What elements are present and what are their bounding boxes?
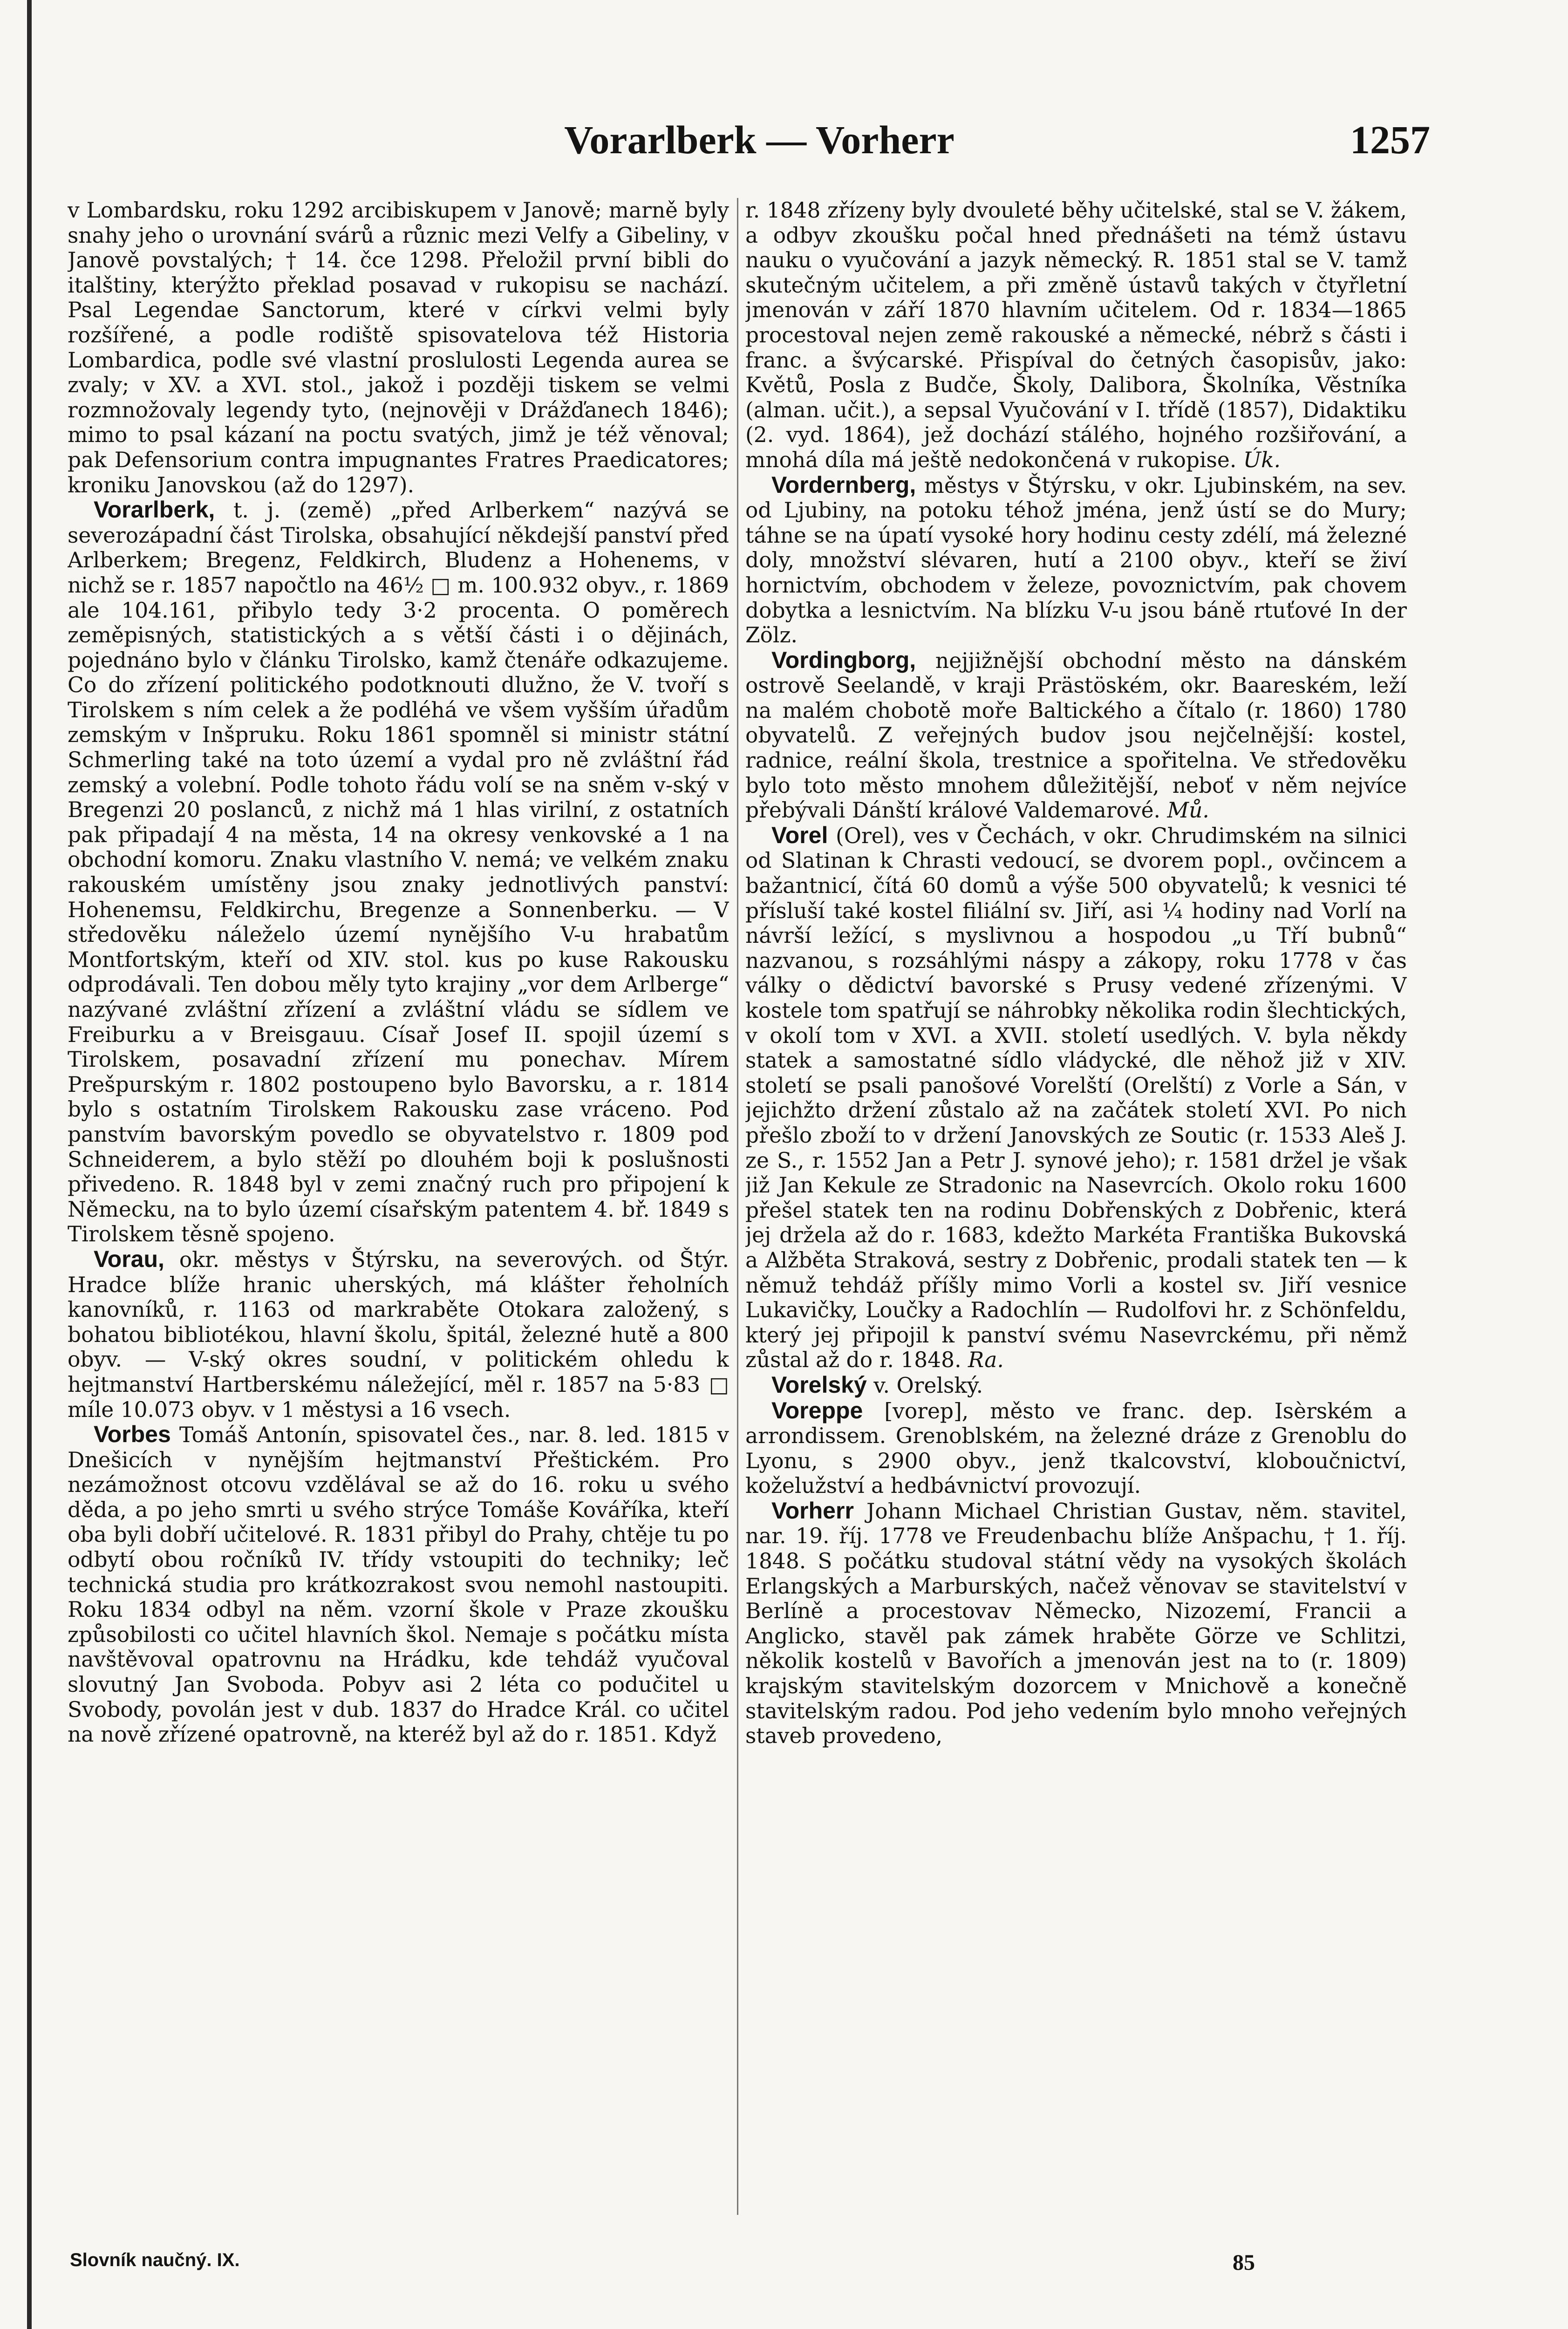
footer-volume: Slovník naučný. IX. <box>70 2250 240 2270</box>
entry-headword: Vordingborg, <box>771 647 916 673</box>
page-footer <box>0 2250 1568 2287</box>
entry-headword: Vorau, <box>94 1246 164 1272</box>
entry-text: Tomáš Antonín, spisovatel čes., nar. 8. led. 1815 v Dnešicích v nynějším hejtmanství Přeštickém. Pro nezámožnost otcovu vzdělával se až do 16. roku u svého děda, a po jeho smrti u svého strýce Tomáše Kováříka, kteří oba byli dobří učitelové. R. 1831 přibyl do Prahy, chtěje tu po odbytí obou ročníků IV. třídy vstoupiti do techniky; leč technická studia pro krátkozrakost svou nemohl nastoupiti. Roku 1834 odbyl na něm. vzorní škole v Praze zkoušku způsobilosti co učitel hlavních škol. Nemaje s počátku místa navštěvoval opatrovnu na Hrádku, kde tehdáž vyučoval slovutný Jan Svoboda. Pobyv asi 2 léta co podučitel u Svobody, povolán jest v dub. 1837 do Hradce Král. co učitel na nově zřízené opatrovně, na kteréž byl až do r. 1851. Když <box>68 1423 729 1747</box>
dictionary-entry <box>745 1498 1407 1749</box>
entry-headword: Vordernberg, <box>771 471 916 498</box>
dictionary-entry <box>745 1373 1407 1398</box>
entry-text: [vorep], město ve franc. dep. Isèrském a arrondissem. Grenoblském, na železné dráze z Grenoblu do Lyonu, s 2900 obyv., jenž tkalcovství, kloboučnictví, koželužství a hedbávnictví provozují. <box>745 1398 1407 1498</box>
entry-text: t. j. (země) „před Arlberkem“ nazývá se severozápadní část Tirolska, obsahující někdejší panství před Arlberkem; Bregenz, Feldkirch, Bludenz a Hohenems, v nichž se r. 1857 napočtlo na 46½ □ m. 100.932 obyv., r. 1869 ale 104.161, přibylo tedy 3·2 procenta. O poměrech zeměpisných, statistických a s větší části i o dějinách, pojednáno bylo v článku Tirolsko, kamž čtenáře odkazujeme. Co do zřízení politického podotknouti dlužno, že V. tvoří s Tirolskem s ním celek a že podléhá ve všem vyšším úřadům zemským v Inšpruku. Roku 1861 spomněl si ministr státní Schmerling také na toto území a vydal pro ně zvláštní řád zemský a volební. Podle tohoto řádu volí se na sněm v-ský v Bregenzi 20 poslanců, z nichž má 1 hlas virilní, z ostatních pak připadají 4 na města, 14 na okresy venkovské a 1 na obchodní komoru. Znaku vlastního V. nemá; ve velkém znaku rakouském umístěny jsou znaky jednotlivých panství: Hohenemsu, Feldkirchu, Bregenze a Sonnenberku. — V středověku náleželo území nynějšího V-u hrabatům Montfortským, kteří od XIV. stol. kus po kuse Rakousku odprodávali. Ten dobou měly tyto krajiny „vor dem Arlberge“ nazývané zvláštní zřízení a zvláštní vládu se sídlem ve Freiburku a v Breisgauu. Císař Josef II. spojil území s Tirolskem, posavadní zřízení mu ponechav. Mírem Prešpurským r. 1802 postoupeno bylo Bavorsku, a r. 1814 bylo s ostatním Tirolskem Rakousku zase vráceno. Pod panstvím bavorským povedlo se obyvatelstvo r. 1809 pod Schneiderem, a bylo stěží po dlouhém boji k poslušnosti přivedeno. R. 1848 byl v zemi značný ruch pro připojení k Německu, na to bylo území císařským patentem 4. bř. 1849 s Tirolskem těsně spojeno. <box>68 498 729 1247</box>
scan-edge-left <box>27 0 32 2329</box>
entry-text: Johann Michael Christian Gustav, něm. stavitel, nar. 19. říj. 1778 ve Freudenbachu blíže Anšpachu, † 1. říj. 1848. S počátku studoval státní vědy na vysokých školách Erlangských a Marburských, načež věnovav se stavitelství v Berlíně a procestovav Německo, Nizozemí, Francii a Anglicko, stavěl pak zámek hraběte Görze ve Schlitzi, několik kostelů v Bavořích a jmenován jest na to (r. 1809) krajským stavitelským dozorcem v Mnichově a konečně stavitelským radou. Pod jeho vedením bylo mnoho veřejných staveb provedeno, <box>745 1498 1407 1749</box>
author-signature: Ra. <box>968 1348 1004 1373</box>
continued-text <box>68 198 729 497</box>
left-column <box>68 198 729 2215</box>
dictionary-entry <box>745 648 1407 823</box>
dictionary-entry <box>745 1398 1407 1498</box>
entry-text: nejjižnější obchodní město na dánském ostrově Seelandě, v kraji Prästöském, okr. Baareském, leží na malém chobotě moře Baltického a čítalo (r. 1860) 1780 obyvatelů. Z veřejných budov jsou nejčelnější: kostel, radnice, reální škola, trestnice a spořitelna. Ve středověku bylo toto město mnohem důležitější, neboť v něm nejvíce přebývali Dánští králové Valdemarové. <box>745 648 1407 823</box>
entry-headword: Vorarlberk, <box>94 497 215 523</box>
dictionary-entry <box>68 1247 729 1422</box>
page-header <box>0 116 1568 172</box>
running-head: Vorarlberk — Vorherr <box>564 117 954 162</box>
entry-text: okr. městys v Štýrsku, na severových. od Štýr. Hradce blíže hranic uherských, má klášter řeholních kanovníků, r. 1163 od markraběte Otokara založený, s bohatou bibliotékou, hlavní školu, špitál, železné hutě a 800 obyv. — V-ský okres soudní, v politickém ohledu k hejtmanství Hartberskému náležející, měl r. 1857 na 5·83 □ míle 10.073 obyv. v 1 městysi a 16 vsech. <box>68 1247 729 1422</box>
entry-headword: Vorelský <box>771 1371 867 1398</box>
entry-headword: Vorel <box>771 822 828 848</box>
author-signature: Úk. <box>1243 447 1281 472</box>
continued-text <box>745 198 1407 473</box>
dictionary-entry <box>745 473 1407 648</box>
entry-text: v. Orelský. <box>873 1373 983 1398</box>
entry-headword: Vorbes <box>94 1421 171 1448</box>
entry-text: městys v Štýrsku, v okr. Ljubinském, na sev. od Ljubiny, na potoku téhož jména, jenž ústí se do Mury; táhne se na úpatí vysoké hory hodinu cesty zdélí, má železné doly, množství slévaren, hutí a 2100 obyv., kteří se živí hornictvím, obchodem v železe, povoznictvím, pak chovem dobytka a lesnictvím. Na blízku V-u jsou báně rtuťové In der Zölz. <box>745 473 1407 648</box>
dictionary-entry <box>68 497 729 1247</box>
right-column <box>745 198 1407 2215</box>
entry-headword: Voreppe <box>771 1397 863 1423</box>
dictionary-entry <box>68 1422 729 1747</box>
dictionary-entry <box>745 823 1407 1373</box>
page-number: 1257 <box>1350 117 1430 162</box>
entry-text: v Lombardsku, roku 1292 arcibiskupem v Janově; marně byly snahy jeho o urovnání svárů a různic mezi Velfy a Gibeliny, v Janově povstalých; † 14. čce 1298. Přeložil první bibli do italštiny, kterýžto překlad posavad v rukopisu se nachází. Psal Legendae Sanctorum, které v církvi velmi byly rozšířené, a podle rodiště spisovatelova též Historia Lombardica, podle své vlastní proslulosti Legenda aurea se zvaly; v XV. a XVI. stol., jakož i později tiskem se velmi rozmnožovaly legendy tyto, (nejnověji v Drážďanech 1846); mimo to psal kázaní na poctu svatých, jimž je též věnoval; pak Defensorium contra impugnantes Fratres Praedicatores; kroniku Janovskou (až do 1297). <box>68 198 729 497</box>
footer-signature: 85 <box>1233 2250 1255 2275</box>
entry-text: (Orel), ves v Čechách, v okr. Chrudimském na silnici od Slatinan k Chrasti vedoucí, se dvorem popl., ovčincem a bažantnicí, čítá 60 domů a výše 500 obyvatelů; k vesnici té přísluší také kostel filiální sv. Jiří, asi ¼ hodiny nad Vorlí na návrší ležící, s myslivnou a hospodou „u Tří bubnů“ nazvanou, s rozsáhlými náspy a zákopy, roku 1778 v čas války o dědictví bavorské s Prusy vedené zřízenými. V kostele tom spatřují se náhrobky několika rodin šlechtických, v okolí tom v XVI. a XVII. století usedlých. V. byla někdy statek a samostatné sídlo vládycké, dle něhož již v XIV. století se psali panošové Vorelští (Orelští) z Vorle a Sán, v jejichžto držení zůstalo až na začátek století XVI. Po nich přešlo zboží to v držení Janovských ze Soutic (r. 1533 Aleš J. ze S., r. 1552 Jan a Petr J. synové jeho); r. 1581 držel je však již Jan Kekule ze Stradonic na Nasevrcích. Okolo roku 1600 přešel statek ten na rodinu Dobřenských z Dobřenic, která jej držela až do r. 1683, kdežto Markéta Františka Bukovská a Alžběta Straková, sestry z Dobřenic, prodali statek ten — k němuž tehdáž příšly mimo Vorli a kostel sv. Jiří vesnice Lukavičky, Loučky a Radochlín — Rudolfovi hr. z Schönfeldu, který jej připojil k panství svému Nasevrckému, při němž zůstal až do r. 1848. <box>745 823 1407 1373</box>
author-signature: Mů. <box>1167 798 1209 823</box>
entry-headword: Vorherr <box>771 1497 854 1524</box>
entry-text: r. 1848 zřízeny byly dvouleté běhy učitelské, stal se V. žákem, a odbyv zkoušku počal hned přednášeti na témž ústavu nauku o vyučování a jazyk německý. R. 1851 stal se V. tamž skutečným učitelem, a při změně ústavů takých v čtyřletní jmenován v září 1870 hlavním učitelem. Od r. 1834—1865 procestoval nejen země rakouské a německé, nébrž s části i franc. a švýcarské. Přispíval do četných časopisův, jako: Květů, Posla z Budče, Školy, Dalibora, Školníka, Věstníka (alman. učit.), a sepsal Vyučování v I. třídě (1857), Didaktiku (2. vyd. 1864), jež dochází stálého, hojného rozšiřování, a mnohá díla má ještě nedokončená v rukopise. <box>745 198 1407 472</box>
column-divider <box>737 198 738 2215</box>
